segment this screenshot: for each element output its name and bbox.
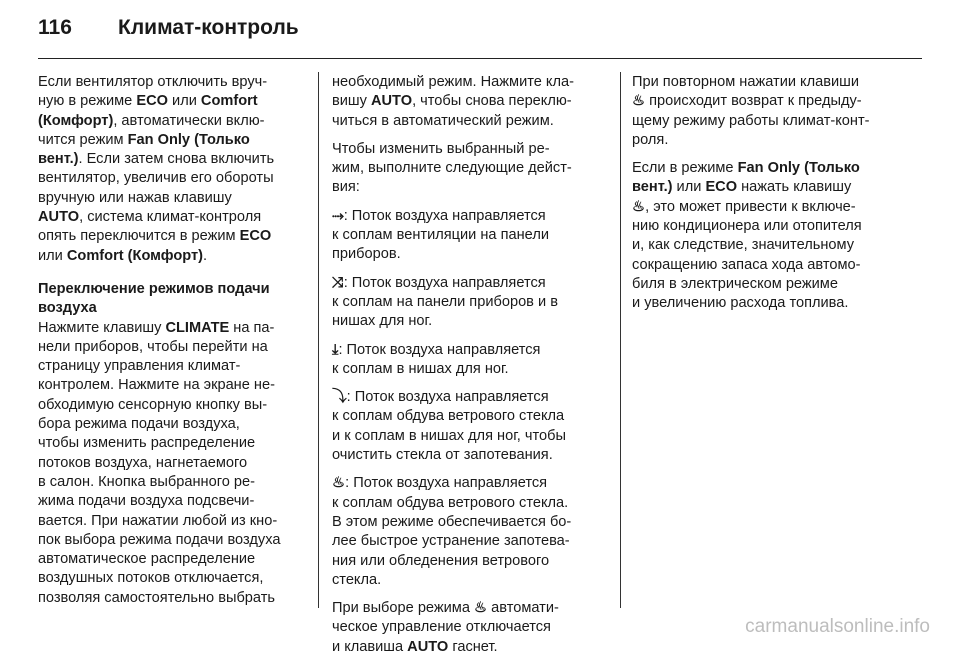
text-line: вия: (332, 179, 360, 196)
text-line: биля в электрическом режиме (632, 275, 838, 292)
text-line: вент.). Если затем снова включить (38, 151, 275, 168)
page-number: 116 (38, 16, 72, 39)
text-line: Чтобы изменить выбранный ре- (332, 140, 550, 157)
text-line: чтобы изменить распределение (38, 435, 256, 452)
text-line: жима подачи воздуха подсвечи- (38, 493, 255, 510)
watermark: carmanualsonline.info (745, 616, 930, 637)
text-line: к соплам обдува ветрового стекла. (332, 494, 569, 511)
text-line: автоматическое распределение (38, 551, 256, 568)
text-line: ⤨: Поток воздуха направляется (332, 274, 606, 293)
text-line: вентилятор, увеличив его обороты (38, 170, 274, 187)
text-line: нели приборов, чтобы перейти на (38, 338, 268, 355)
text-line: Если вентилятор отключить вруч- (38, 74, 268, 90)
paragraph (38, 73, 306, 266)
section-heading: Переключение режимов подачи (38, 280, 270, 297)
text-line: ♨ происходит возврат к предыду- (632, 92, 910, 111)
text-line: При повторном нажатии клавиши (632, 74, 860, 90)
text-line: ⤵: Поток воздуха направляется (332, 388, 606, 407)
text-line: в салон. Кнопка выбранного ре- (38, 473, 255, 490)
mode-item-windshield-feet (332, 388, 606, 465)
mode-item-panel (332, 207, 606, 265)
column-divider (620, 72, 621, 608)
text-line: ♨, это может привести к включе- (632, 198, 910, 217)
text-line: опять переключится в режим ECO (38, 228, 272, 245)
text-line: читься в автоматический режим. (332, 112, 554, 129)
paragraph (38, 319, 306, 608)
defrost-icon: ♨ (332, 475, 346, 492)
column-3 (632, 73, 910, 314)
column-2 (332, 73, 606, 657)
text-line: При выборе режима ♨ автомати- (332, 599, 606, 618)
paragraph (332, 599, 606, 657)
text-line: нию кондиционера или отопителя (632, 218, 862, 235)
text-line: контролем. Нажмите на экране не- (38, 377, 275, 394)
paragraph (632, 73, 910, 150)
text-line: ную в режиме ECO или Comfort (38, 93, 258, 110)
text-line: ♨: Поток воздуха направляется (332, 474, 606, 493)
text-line: ⤓: Поток воздуха направляется (332, 341, 606, 360)
text-line: вручную или нажав клавишу (38, 189, 232, 206)
page-title: Климат-контроль (118, 16, 299, 39)
text-line: нишах для ног. (332, 313, 433, 330)
mode-item-defrost (332, 474, 606, 590)
text-line: потоков воздуха, нагнетаемого (38, 454, 248, 471)
text-line: лее быстрое устранение запотева- (332, 533, 570, 550)
text-line: чится режим Fan Only (Только (38, 131, 250, 148)
text-line: и клавиша AUTO гаснет. (332, 638, 498, 655)
text-line: ния или обледенения ветрового (332, 552, 550, 569)
text-line: и к соплам в нишах для ног, чтобы (332, 427, 566, 444)
text-line: воздушных потоков отключается, (38, 570, 264, 587)
text-line: (Комфорт), автоматически вклю- (38, 112, 265, 129)
text-line: В этом режиме обеспечивается бо- (332, 513, 572, 530)
text-line: жим, выполните следующие дейст- (332, 160, 572, 177)
text-line: сокращению запаса хода автомо- (632, 256, 861, 273)
column-divider (318, 72, 319, 608)
defrost-icon: ♨ (474, 600, 488, 617)
airflow-panel-feet-icon: ⤨ (332, 274, 344, 291)
text-line: приборов. (332, 246, 401, 263)
text-line: стекла. (332, 571, 382, 588)
text-line: и, как следствие, значительному (632, 237, 854, 254)
header-divider (38, 58, 922, 59)
text-line: пок выбора режима подачи воздуха (38, 531, 281, 548)
text-line: бора режима подачи воздуха, (38, 416, 240, 433)
text-line: и увеличению расхода топлива. (632, 295, 849, 312)
text-line: страницу управления климат- (38, 358, 241, 375)
column-1 (38, 73, 306, 608)
mode-item-panel-feet (332, 274, 606, 332)
text-line: вент.) или ECO нажать клавишу (632, 179, 852, 196)
text-line: Нажмите клавишу CLIMATE на па- (38, 319, 275, 336)
mode-item-feet (332, 341, 606, 380)
airflow-feet-icon: ⤓ (332, 341, 339, 358)
text-line: обходимую сенсорную кнопку вы- (38, 396, 268, 413)
section-heading: воздуха (38, 300, 97, 317)
text-line: необходимый режим. Нажмите кла- (332, 74, 574, 90)
text-line: очистить стекла от запотевания. (332, 447, 553, 464)
text-line: вается. При нажатии любой из кно- (38, 512, 278, 529)
text-line: вишу AUTO, чтобы снова переклю- (332, 93, 572, 110)
paragraph (632, 159, 910, 313)
airflow-panel-icon: ⤑ (332, 207, 344, 224)
airflow-windshield-feet-icon: ⤵ (332, 389, 347, 406)
text-line: позволяя самостоятельно выбрать (38, 589, 276, 606)
text-line: к соплам вентиляции на панели (332, 227, 549, 244)
text-line: к соплам в нишах для ног. (332, 360, 509, 377)
text-line: ческое управление отключается (332, 619, 551, 636)
text-line: щему режиму работы климат-конт- (632, 112, 870, 129)
text-line: ⤑: Поток воздуха направляется (332, 207, 606, 226)
defrost-icon: ♨ (632, 93, 646, 110)
defrost-icon: ♨ (632, 198, 646, 215)
text-line: роля. (632, 131, 669, 148)
text-line: или Comfort (Комфорт). (38, 247, 208, 264)
text-line: к соплам на панели приборов и в (332, 293, 558, 310)
paragraph (332, 140, 606, 198)
text-line: к соплам обдува ветрового стекла (332, 408, 565, 425)
page-header (38, 14, 922, 52)
text-line: AUTO, система климат-контроля (38, 209, 262, 226)
paragraph (332, 73, 606, 131)
text-line: Если в режиме Fan Only (Только (632, 160, 860, 177)
